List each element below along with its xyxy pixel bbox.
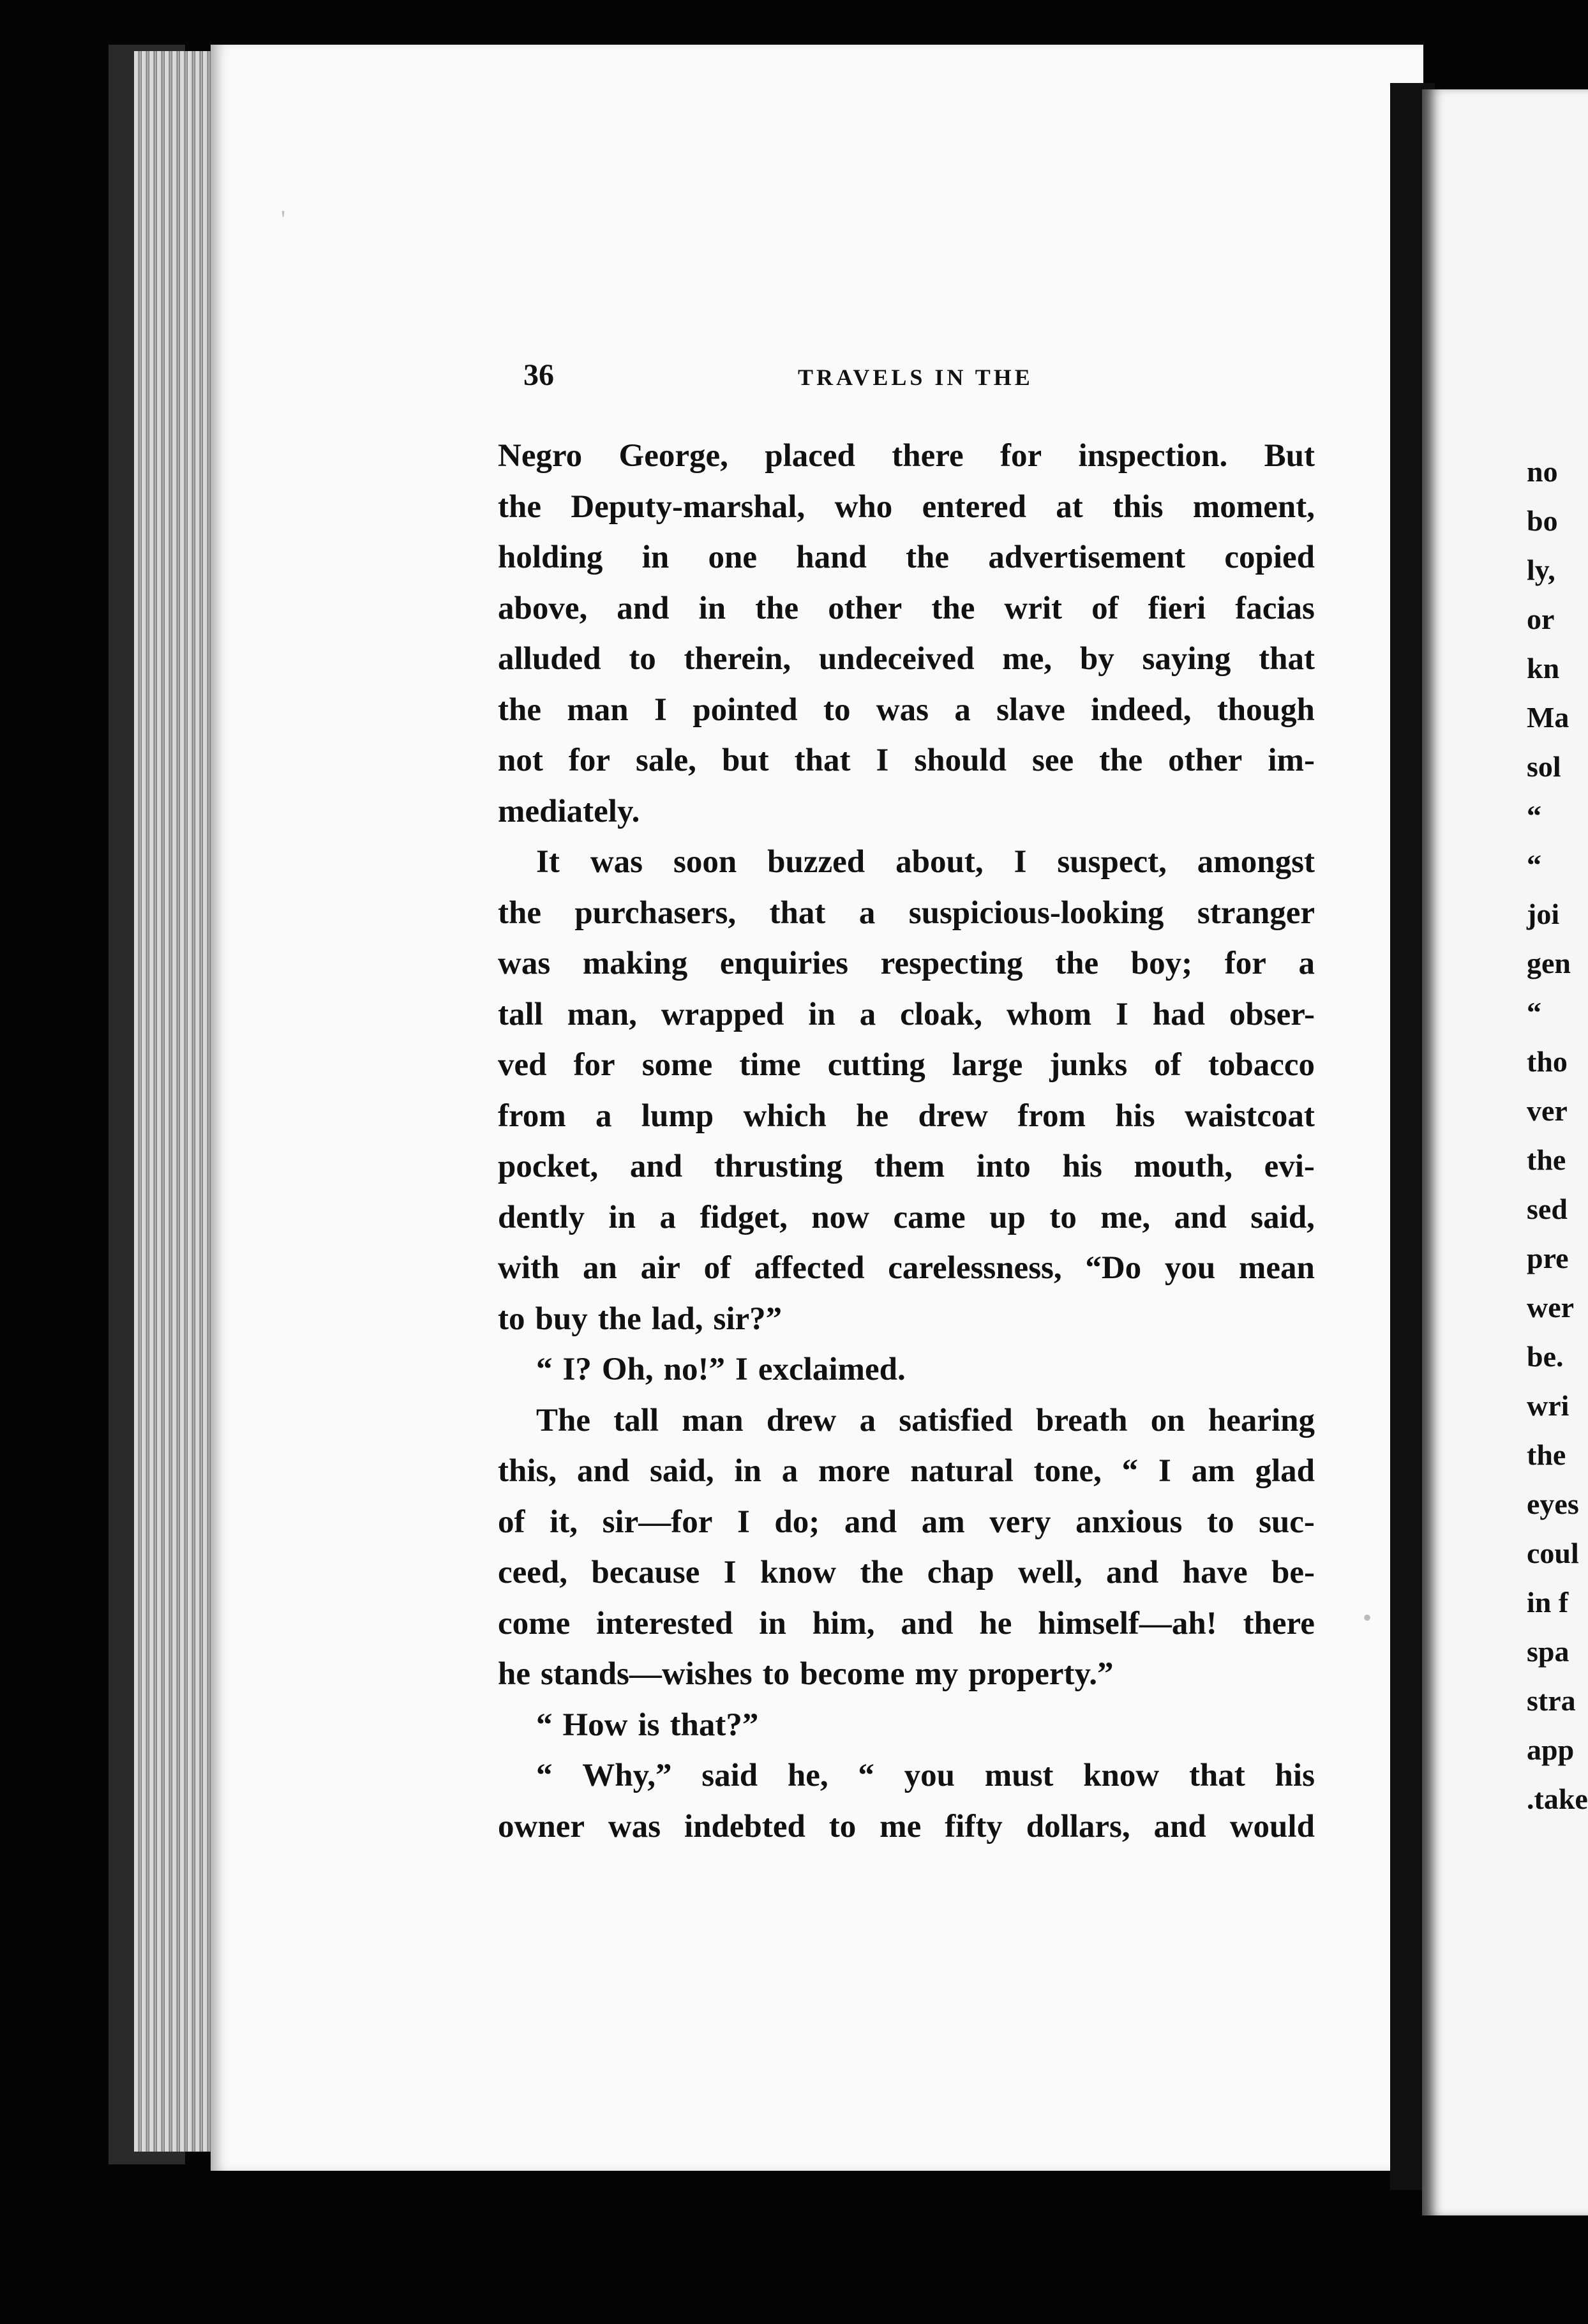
- facing-page-fragment: wer: [1527, 1291, 1575, 1324]
- page-header: [523, 358, 1315, 409]
- facing-page-fragment: or: [1527, 603, 1555, 635]
- text-line: “ How is that?”: [536, 1707, 759, 1743]
- facing-page-fragment: the: [1527, 1143, 1566, 1176]
- text-line: tall man, wrapped in a cloak, whom I had obser-: [498, 996, 1315, 1032]
- page-body-text: [498, 431, 1315, 1852]
- facing-page-fragment: stra: [1527, 1684, 1576, 1717]
- facing-page-fragment: in f: [1527, 1586, 1569, 1618]
- page-number: 36: [523, 358, 554, 392]
- text-line: of it, sir—for I do; and am very anxious to suc-: [498, 1504, 1315, 1540]
- text-line: the man I pointed to was a slave indeed, though: [498, 691, 1315, 728]
- text-line: mediately.: [498, 793, 640, 829]
- text-line: owner was indebted to me fifty dollars, and would: [498, 1808, 1315, 1845]
- text-line: the Deputy-marshal, who entered at this moment,: [498, 488, 1315, 525]
- facing-page-fragment: kn: [1527, 652, 1560, 684]
- text-line: “ I? Oh, no!” I exclaimed.: [536, 1352, 906, 1387]
- facing-page-fragment: tho: [1527, 1045, 1568, 1078]
- text-line: he stands—wishes to become my property.”: [498, 1656, 1114, 1692]
- facing-page-fragment: wri: [1527, 1389, 1569, 1422]
- text-line: to buy the lad, sir?”: [498, 1301, 783, 1337]
- text-line: The tall man drew a satisfied breath on hearing: [536, 1402, 1315, 1438]
- text-line: dently in a fidget, now came up to me, and said,: [498, 1199, 1315, 1235]
- text-line: this, and said, in a more natural tone, “ I am glad: [498, 1453, 1315, 1489]
- text-line: pocket, and thrusting them into his mouth, evi-: [498, 1149, 1315, 1184]
- text-line: ceed, because I know the chap well, and have be-: [498, 1555, 1315, 1590]
- facing-page-fragment: the: [1527, 1438, 1566, 1471]
- text-line: alluded to therein, undeceived me, by saying that: [498, 641, 1315, 677]
- facing-page-fragment: Ma: [1527, 701, 1569, 734]
- scan-speck: •: [1363, 1603, 1372, 1632]
- text-line: the purchasers, that a suspicious-looking stranger: [498, 894, 1315, 931]
- facing-page-fragment: sed: [1527, 1193, 1568, 1225]
- text-line: Negro George, placed there for inspection. But: [498, 438, 1315, 474]
- facing-page-fragment: be.: [1527, 1340, 1564, 1373]
- text-line: with an air of affected carelessness, “Do you mean: [498, 1250, 1315, 1286]
- facing-page-fragment: spa: [1527, 1635, 1569, 1668]
- text-line: “ Why,” said he, “ you must know that his: [536, 1758, 1315, 1793]
- facing-page-fragment: sol: [1527, 750, 1561, 783]
- facing-page-fragment: pre: [1527, 1242, 1569, 1274]
- facing-page-fragment: “: [1527, 996, 1541, 1029]
- facing-page-fragment: app: [1527, 1733, 1575, 1766]
- facing-page-fragment: ver: [1527, 1094, 1568, 1127]
- facing-page-fragment: joi: [1527, 898, 1560, 930]
- text-line: come interested in him, and he himself—ah! there: [498, 1605, 1315, 1641]
- text-line: above, and in the other the writ of fieri facias: [498, 590, 1315, 626]
- facing-page-fragment: no: [1527, 455, 1558, 488]
- text-line: ved for some time cutting large junks of tobacco: [498, 1047, 1315, 1083]
- facing-page-fragment: .take: [1527, 1783, 1588, 1815]
- facing-page-fragment: ly,: [1527, 554, 1555, 586]
- facing-page-fragment: eyes: [1527, 1488, 1579, 1520]
- scan-speck: ': [281, 205, 286, 234]
- running-head: TRAVELS IN THE: [798, 365, 1033, 390]
- facing-page-fragment: “: [1527, 799, 1541, 832]
- facing-page-fragment: “: [1527, 849, 1541, 881]
- facing-page-text-fragments: [1527, 447, 1588, 1823]
- text-line: was making enquiries respecting the boy; for a: [498, 946, 1315, 981]
- facing-page-fragment: bo: [1527, 504, 1558, 537]
- facing-page-fragment: gen: [1527, 947, 1571, 979]
- text-line: not for sale, but that I should see the other im-: [498, 743, 1315, 778]
- text-line: holding in one hand the advertisement copied: [498, 540, 1315, 575]
- text-line: from a lump which he drew from his waistcoat: [498, 1098, 1315, 1134]
- facing-page-fragment: coul: [1527, 1537, 1579, 1569]
- text-line: It was soon buzzed about, I suspect, amongst: [536, 844, 1315, 880]
